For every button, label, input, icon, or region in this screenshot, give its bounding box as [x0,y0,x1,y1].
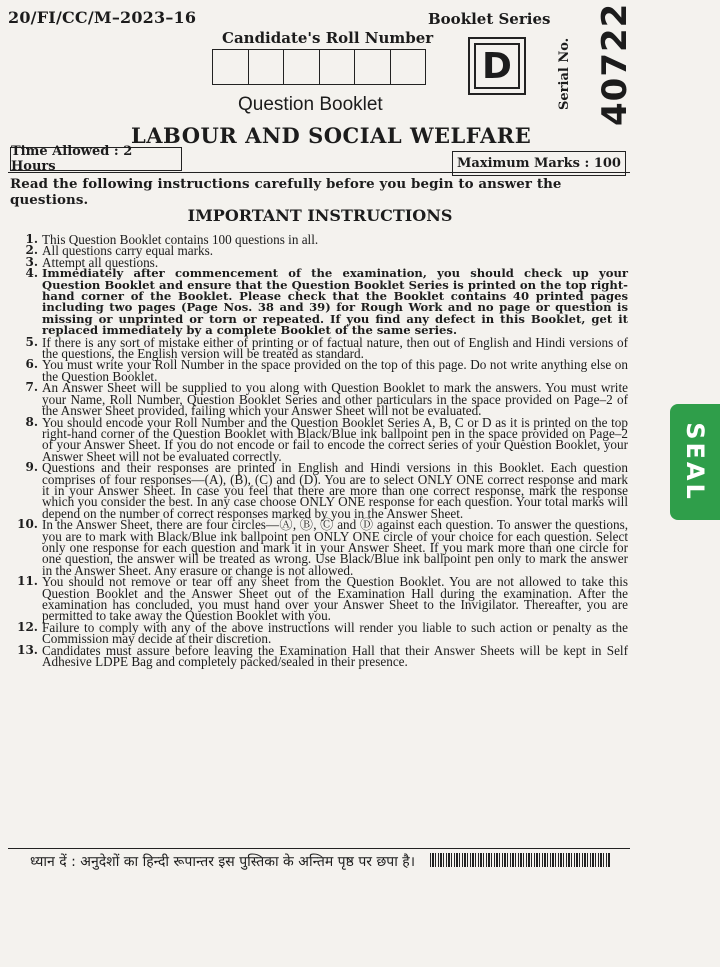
roll-digit-box [355,50,391,84]
roll-number-label: Candidate's Roll Number [222,29,434,47]
hindi-note: ध्यान दें : अनुदेशों का हिन्दी रूपान्तर इस पुस्तिका के अन्तिम पृष्ठ पर छपा है। [30,854,416,870]
instruction-item: 8. You should encode your Roll Number and the Question Booklet Series A, B, C or D as it is printed on the top right-hand corner of the Question Booklet with Black/Blue ink ballpoint pen in the space provided on Page–2 of your Answer Sheet. If you do not encode or fail to encode the correct series of your Question Booklet, your Answer Sheet will not be evaluated correctly. [25,414,628,464]
series-letter: D [474,43,520,89]
instruction-item: 1. This Question Booklet contains 100 questions in all. [25,232,319,247]
instruction-item: 4. Immediately after commencement of the examination, you should check up your Question Booklet and ensure that the Question Booklet Series is printed on the top right-hand corner of the Booklet. Please check that the Booklet contains 40 printed pages including two pages (Page Nos. 38 and 39) for Rough Work and no page or question is missing or unprinted or torn or repeated. If you find any defect in this Booklet, get it replaced immediately by a complete Booklet of the same series. [25,266,628,338]
instruction-item: 5. If there is any sort of mistake either of printing or of factual nature, then out of English and Hindi versions of the questions, the English version will be treated as standard. [25,334,628,362]
instruction-item: 13. Candidates must assure before leaving the Examination Hall that their Answer Sheets will be kept in Self Adhesive LDPE Bag and completely packed/sealed in their presence. [17,642,628,670]
barcode [430,853,610,867]
instructions-heading: IMPORTANT INSTRUCTIONS [187,206,453,225]
instruction-item: 10. In the Answer Sheet, there are four circles—Ⓐ, Ⓑ, Ⓒ and Ⓓ against each question. To answer the questions, you are to mark with Black/Blue ink ballpoint pen ONLY ONE circle of your choice for each question. Select only one response for each question and mark it in your Answer Sheet. If you mark more than one circle for one question, the answer will be treated as wrong. Use Black/Blue ink ballpoint pen only to mark the answer in the Answer Sheet. Any erasure or change is not allowed. [17,517,628,578]
instruction-item: 2. All questions carry equal marks. [25,243,214,259]
instruction-item: 11. You should not remove or tear off any sheet from the Question Booklet. You are not allowed to take this Question Booklet and the Answer Sheet out of the Examination Hall during the examination. After the examination has concluded, you must hand over your Answer Sheet to the Invigilator. Thereafter, you are permitted to take away the Question Booklet with you. [17,574,628,624]
read-notice: Read the following instructions carefully before you begin to answer the questions. [10,176,562,208]
roll-digit-box [213,50,249,84]
instruction-item: 9. Questions and their responses are printed in English and Hindi versions in this Booklet. Each question comprises of four responses—(A), (B), (C) and (D). You are to select ONLY ONE correct response and mark it in your Answer Sheet. In case you feel that there are more than one correct response, mark the response which you consider the best. In any case choose ONLY ONE response for each question. Your total marks will depend on the number of correct responses marked by you in the Answer Sheet. [25,460,628,521]
time-allowed: Time Allowed : 2 Hours [10,147,182,171]
exam-code: 20/FI/CC/M–2023–16 [8,8,197,27]
maximum-marks: Maximum Marks : 100 [452,151,626,176]
instruction-item: 12. Failure to comply with any of the above instructions will render you liable to such action or penalty as the Commission may decide at their discretion. [17,619,628,647]
instructions-list [14,232,628,670]
seal-label: SEAL [681,422,710,502]
roll-digit-box [391,50,426,84]
footer-divider [8,848,630,849]
roll-number-boxes [212,49,426,85]
subject-title: LABOUR AND SOCIAL WELFARE [131,123,532,148]
divider [8,172,630,173]
serial-number: 40722 [595,2,635,126]
series-box [468,37,526,95]
instruction-item: 6. You must write your Roll Number in the space provided on the top of this page. Do not write anything else on the Question Booklet. [25,357,628,384]
roll-digit-box [320,50,356,84]
roll-digit-box [249,50,285,84]
booklet-title: Question Booklet [238,94,383,115]
roll-digit-box [284,50,320,84]
serial-label: Serial No. [557,37,572,110]
booklet-series-label: Booklet Series [428,10,551,28]
instruction-item: 3. Attempt all questions. [25,254,159,270]
seal-tab [670,404,720,520]
instruction-item: 7. An Answer Sheet will be supplied to you along with Question Booklet to mark the answers. You must write your Name, Roll Number, Question Booklet Series and other particulars in the space provided on Page–2 of the Answer Sheet provided, failing which your Answer Sheet will not be evaluated. [25,380,628,419]
